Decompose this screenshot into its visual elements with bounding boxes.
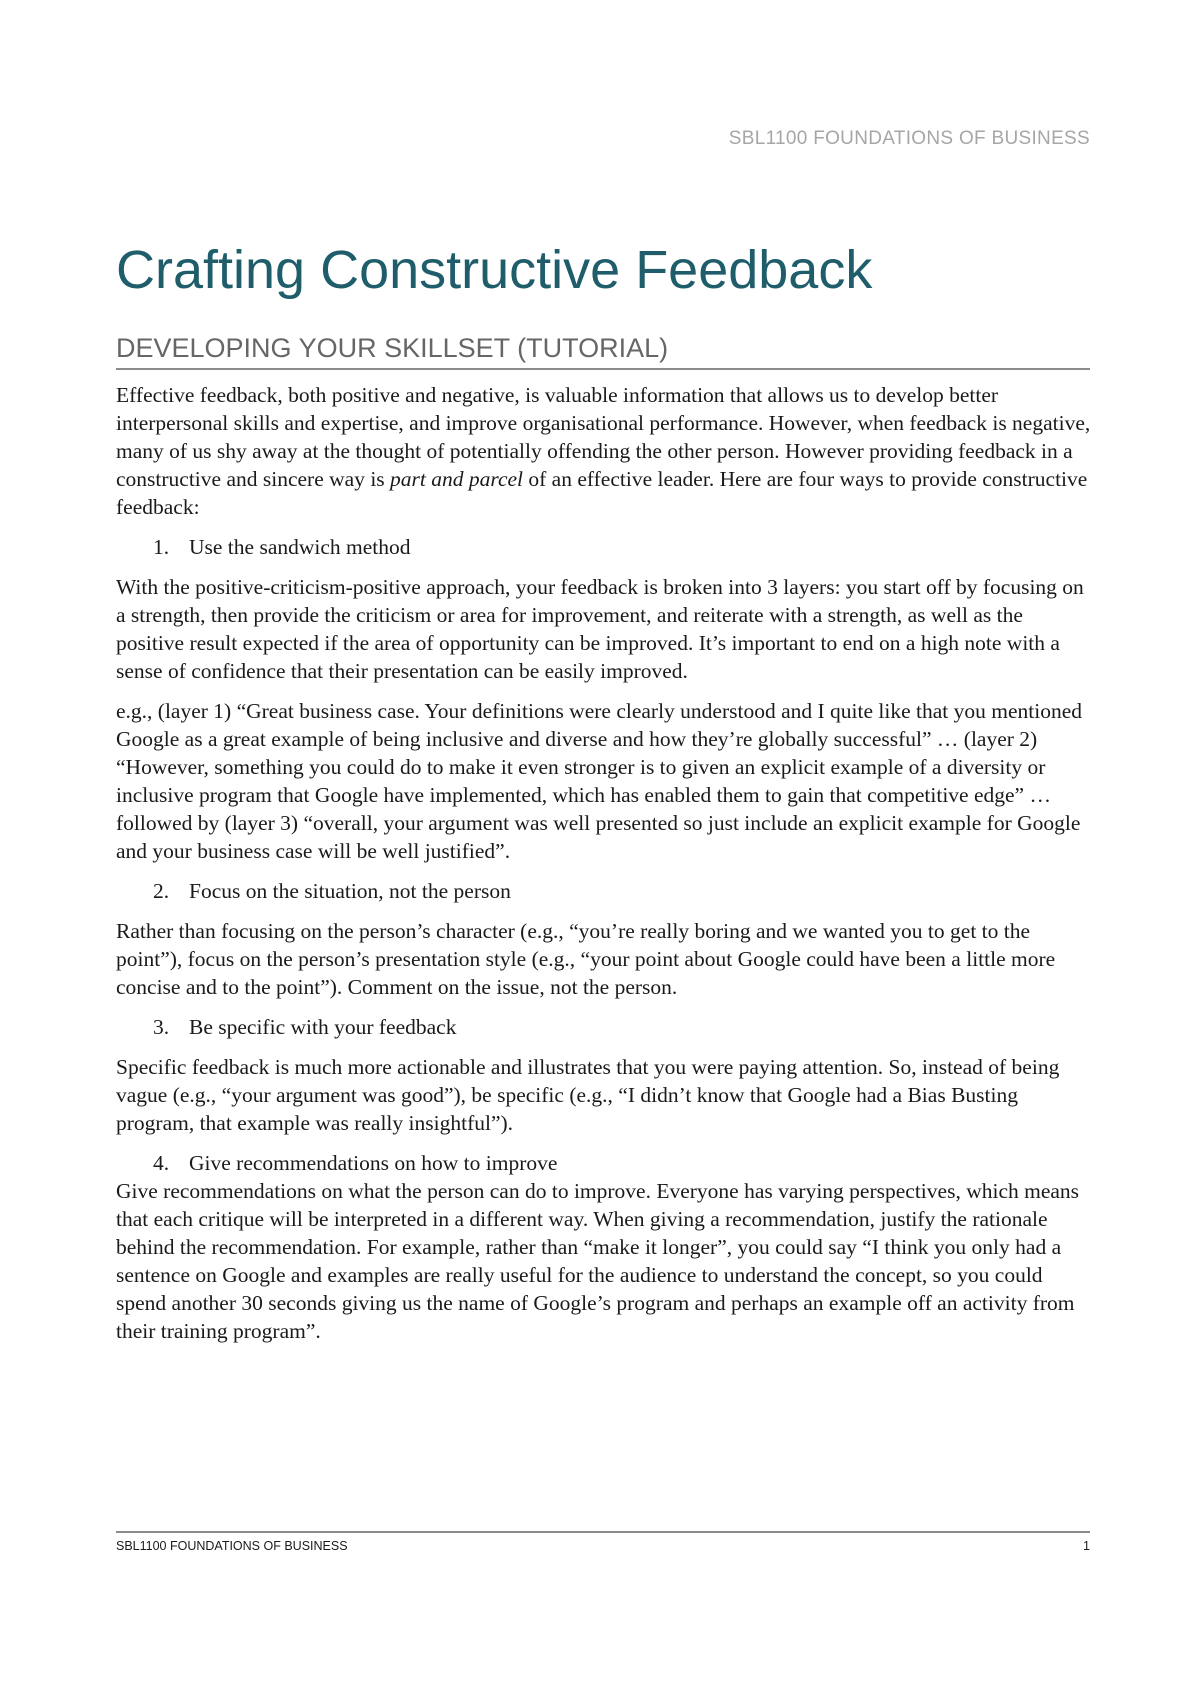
subtitle-block (116, 330, 1090, 370)
page-footer (116, 1531, 1090, 1553)
list-item-4 (116, 1149, 1096, 1177)
intro-text: Effective feedback, both positive and negative, is valuable information that allows us to develop better interpersonal skills and expertise, and improve organisational performance. However, when feedback is negative, many of us shy away at the thought of potentially offending the other person. However providing feedback in a constructive and sincere way is (116, 383, 1091, 491)
running-header: SBL1100 FOUNDATIONS OF BUSINESS (728, 128, 1090, 149)
document-title: Crafting Constructive Feedback (116, 240, 873, 300)
list-number: 1. (153, 535, 170, 559)
list-item-1 (116, 533, 1096, 561)
intro-text-end: of an effective leader. Here are four ways to provide constructive feedback: (116, 467, 1088, 519)
list-number: 3. (153, 1015, 170, 1039)
list-heading-text: Use the sandwich method (189, 535, 411, 559)
list-number: 4. (153, 1151, 170, 1175)
document-subtitle: DEVELOPING YOUR SKILLSET (TUTORIAL) (116, 333, 669, 363)
list-number: 2. (153, 879, 170, 903)
section-2-paragraph-1: Rather than focusing on the person’s character (e.g., “you’re really boring and we wanted you to get to the point”), focus on the person’s presentation style (e.g., “your point about Google could have been a little more concise and to the point”). Comment on the issue, not the person. (116, 919, 1056, 999)
page-number: 1 (1083, 1539, 1090, 1553)
list-heading-text: Be specific with your feedback (189, 1015, 457, 1039)
intro-italic-phrase: part and parcel (390, 467, 523, 491)
intro-paragraph (116, 381, 1096, 521)
list-heading-text: Focus on the situation, not the person (189, 879, 511, 903)
section-4-paragraph-1: Give recommendations on what the person can do to improve. Everyone has varying perspectives, which means that each critique will be interpreted in a different way. When giving a recommendation, justify the rationale behind the recommendation. For example, rather than “make it longer”, you could say “I think you only had a sentence on Google and examples are really useful for the audience to understand the concept, so you could spend another 30 seconds giving us the name of Google’s program and perhaps an example off an activity from their training program”. (116, 1179, 1080, 1343)
footer-title: SBL1100 FOUNDATIONS OF BUSINESS (116, 1539, 348, 1553)
section-1-paragraph-1: With the positive-criticism-positive approach, your feedback is broken into 3 layers: you start off by focusing on a strength, then provide the criticism or area for improvement, and reiterate with a strength, as well as the positive result expected if the area of opportunity can be improved. It’s important to end on a high note with a sense of confidence that their presentation can be easily improved. (116, 575, 1084, 683)
document-body (116, 381, 1096, 1345)
list-item-3 (116, 1013, 1096, 1041)
list-item-2 (116, 877, 1096, 905)
section-1-paragraph-2: e.g., (layer 1) “Great business case. Your definitions were clearly understood and I quite like that you mentioned Google as a great example of being inclusive and diverse and how they’re globally successful” … (layer 2) “However, something you could do to make it even stronger is to given an explicit example of a diversity or inclusive program that Google have implemented, which has enabled them to gain that competitive edge” … followed by (layer 3) “overall, your argument was well presented so just include an explicit example for Google and your business case will be well justified”. (116, 699, 1083, 863)
section-3-paragraph-1: Specific feedback is much more actionable and illustrates that you were paying attention. So, instead of being vague (e.g., “your argument was good”), be specific (e.g., “I didn’t know that Google had a Bias Busting program, that example was really insightful”). (116, 1055, 1060, 1135)
list-heading-text: Give recommendations on how to improve (189, 1151, 558, 1175)
